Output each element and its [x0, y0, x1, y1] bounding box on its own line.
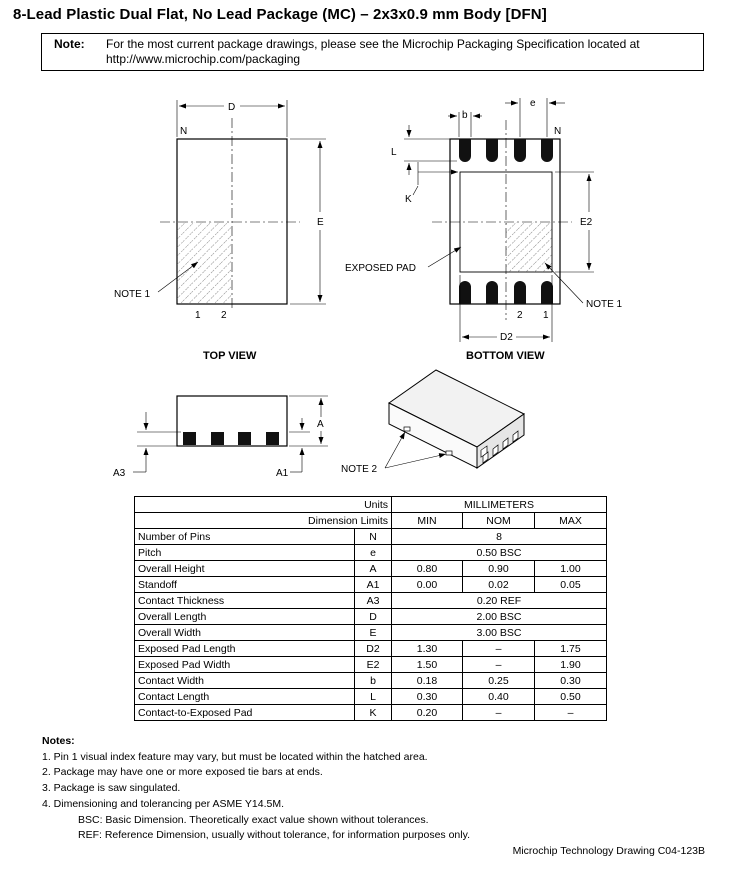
dimension-name-cell: Contact Width: [135, 673, 355, 689]
value-cell: 0.20 REF: [392, 593, 607, 609]
table-header-row: [135, 497, 607, 513]
dimension-name-cell: Overall Width: [135, 625, 355, 641]
note-text: For the most current package drawings, please see the Microchip Packaging Specification located at http://www.microchip.com/packaging: [106, 37, 640, 66]
max-cell: 1.90: [535, 657, 607, 673]
symbol-cell: E: [355, 625, 392, 641]
dimension-name-cell: Contact Length: [135, 689, 355, 705]
note-item: 2. Package may have one or more exposed tie bars at ends.: [42, 766, 323, 779]
dimension-name-cell: Contact Thickness: [135, 593, 355, 609]
symbol-cell: b: [355, 673, 392, 689]
bottom-e-label: e: [530, 98, 536, 109]
units-value: MILLIMETERS: [392, 497, 607, 513]
exposed-pad-label: EXPOSED PAD: [345, 263, 416, 274]
isometric-view: [341, 370, 524, 475]
bottom-k-label: K: [405, 194, 412, 205]
units-label: Units: [135, 497, 392, 513]
min-cell: 1.50: [392, 657, 463, 673]
bottom-view-hatched-area: [506, 222, 552, 272]
table-row: [135, 705, 607, 721]
top-e-label: E: [317, 217, 324, 228]
notes-section: [42, 734, 470, 844]
bsc-definition: BSC: Basic Dimension. Theoretically exact value shown without tolerances.: [78, 813, 429, 826]
symbol-cell: L: [355, 689, 392, 705]
dimension-name-cell: Exposed Pad Length: [135, 641, 355, 657]
bottom-e2-label: E2: [580, 217, 593, 228]
min-header: MIN: [392, 513, 463, 529]
bottom-l-label: L: [391, 147, 397, 158]
side-contact: [238, 432, 251, 445]
bottom-view-body: [450, 139, 560, 304]
note-item: 4. Dimensioning and tolerancing per ASME Y14.5M.: [42, 797, 285, 810]
max-cell: –: [535, 705, 607, 721]
side-a1-label: A1: [276, 468, 289, 479]
bottom-pin2-label: 2: [517, 310, 523, 321]
table-row: [135, 673, 607, 689]
note-item: 1. Pin 1 visual index feature may vary, but must be located within the hatched area.: [42, 750, 428, 763]
contact-pad: [514, 139, 526, 162]
table-row: [135, 641, 607, 657]
dimension-name-cell: Standoff: [135, 577, 355, 593]
symbol-cell: E2: [355, 657, 392, 673]
dimension-table-body: [135, 529, 607, 721]
ref-definition: REF: Reference Dimension, usually without tolerance, for information purposes only.: [78, 829, 470, 842]
side-view: [113, 396, 328, 479]
note-item: 3. Package is saw singulated.: [42, 782, 181, 795]
bottom-pin1-label: 1: [543, 310, 549, 321]
table-header-row: [135, 513, 607, 529]
value-cell: 8: [392, 529, 607, 545]
dimension-name-cell: Overall Length: [135, 609, 355, 625]
symbol-cell: A3: [355, 593, 392, 609]
max-cell: 1.00: [535, 561, 607, 577]
table-row: [135, 561, 607, 577]
bottom-view-label: BOTTOM VIEW: [466, 350, 545, 362]
symbol-cell: A1: [355, 577, 392, 593]
side-a-label: A: [317, 419, 324, 430]
contact-pad: [486, 139, 498, 162]
bottom-b-label: b: [462, 110, 468, 121]
page-title: 8-Lead Plastic Dual Flat, No Lead Package (MC) – 2x3x0.9 mm Body [DFN]: [13, 6, 547, 23]
dimension-name-cell: Pitch: [135, 545, 355, 561]
value-cell: 0.50 BSC: [392, 545, 607, 561]
table-row: [135, 593, 607, 609]
note-label: Note:: [54, 37, 85, 51]
notes-heading: Notes:: [42, 735, 75, 747]
iso-tie-bar: [404, 427, 410, 431]
top-view-label: TOP VIEW: [203, 350, 257, 362]
value-cell: 3.00 BSC: [392, 625, 607, 641]
side-a3-label: A3: [113, 468, 126, 479]
contact-pad: [459, 139, 471, 162]
contact-pad: [514, 281, 526, 304]
min-cell: 0.20: [392, 705, 463, 721]
nom-header: NOM: [463, 513, 535, 529]
table-row: [135, 609, 607, 625]
table-row: [135, 657, 607, 673]
symbol-cell: N: [355, 529, 392, 545]
side-contact: [211, 432, 224, 445]
side-contact: [266, 432, 279, 445]
symbol-cell: D2: [355, 641, 392, 657]
contact-pad: [486, 281, 498, 304]
min-cell: 1.30: [392, 641, 463, 657]
min-cell: 0.30: [392, 689, 463, 705]
dimension-name-cell: Contact-to-Exposed Pad: [135, 705, 355, 721]
nom-cell: –: [463, 657, 535, 673]
nom-cell: –: [463, 641, 535, 657]
min-cell: 0.18: [392, 673, 463, 689]
symbol-cell: A: [355, 561, 392, 577]
side-contact: [183, 432, 196, 445]
table-row: [135, 689, 607, 705]
symbol-cell: D: [355, 609, 392, 625]
table-row: [135, 577, 607, 593]
dimension-name-cell: Overall Height: [135, 561, 355, 577]
table-row: [135, 545, 607, 561]
top-note1-label: NOTE 1: [114, 289, 151, 300]
top-pin2-label: 2: [221, 310, 227, 321]
top-pin1-label: 1: [195, 310, 201, 321]
dimension-name-cell: Number of Pins: [135, 529, 355, 545]
iso-note2-label: NOTE 2: [341, 464, 378, 475]
nom-cell: 0.25: [463, 673, 535, 689]
table-row: [135, 625, 607, 641]
nom-cell: 0.40: [463, 689, 535, 705]
max-cell: 0.50: [535, 689, 607, 705]
table-row: [135, 529, 607, 545]
contact-pad: [541, 281, 553, 304]
top-view: [114, 100, 326, 362]
nom-cell: 0.02: [463, 577, 535, 593]
bottom-n-label: N: [554, 126, 562, 137]
top-d-label: D: [228, 102, 236, 113]
max-header: MAX: [535, 513, 607, 529]
symbol-cell: K: [355, 705, 392, 721]
nom-cell: 0.90: [463, 561, 535, 577]
min-cell: 0.80: [392, 561, 463, 577]
iso-tie-bar: [446, 451, 452, 455]
drawing-number: Microchip Technology Drawing C04-123B: [512, 845, 705, 857]
dimension-table: [134, 496, 607, 721]
symbol-cell: e: [355, 545, 392, 561]
bottom-d2-label: D2: [500, 332, 513, 343]
dimension-name-cell: Exposed Pad Width: [135, 657, 355, 673]
max-cell: 0.30: [535, 673, 607, 689]
dimension-limits-label: Dimension Limits: [135, 513, 392, 529]
contact-pad: [459, 281, 471, 304]
max-cell: 0.05: [535, 577, 607, 593]
contact-pad: [541, 139, 553, 162]
min-cell: 0.00: [392, 577, 463, 593]
bottom-view: [345, 98, 623, 362]
bottom-note1-label: NOTE 1: [586, 299, 623, 310]
nom-cell: –: [463, 705, 535, 721]
value-cell: 2.00 BSC: [392, 609, 607, 625]
top-n-label: N: [180, 126, 188, 137]
max-cell: 1.75: [535, 641, 607, 657]
top-view-hatched-area: [177, 222, 232, 304]
